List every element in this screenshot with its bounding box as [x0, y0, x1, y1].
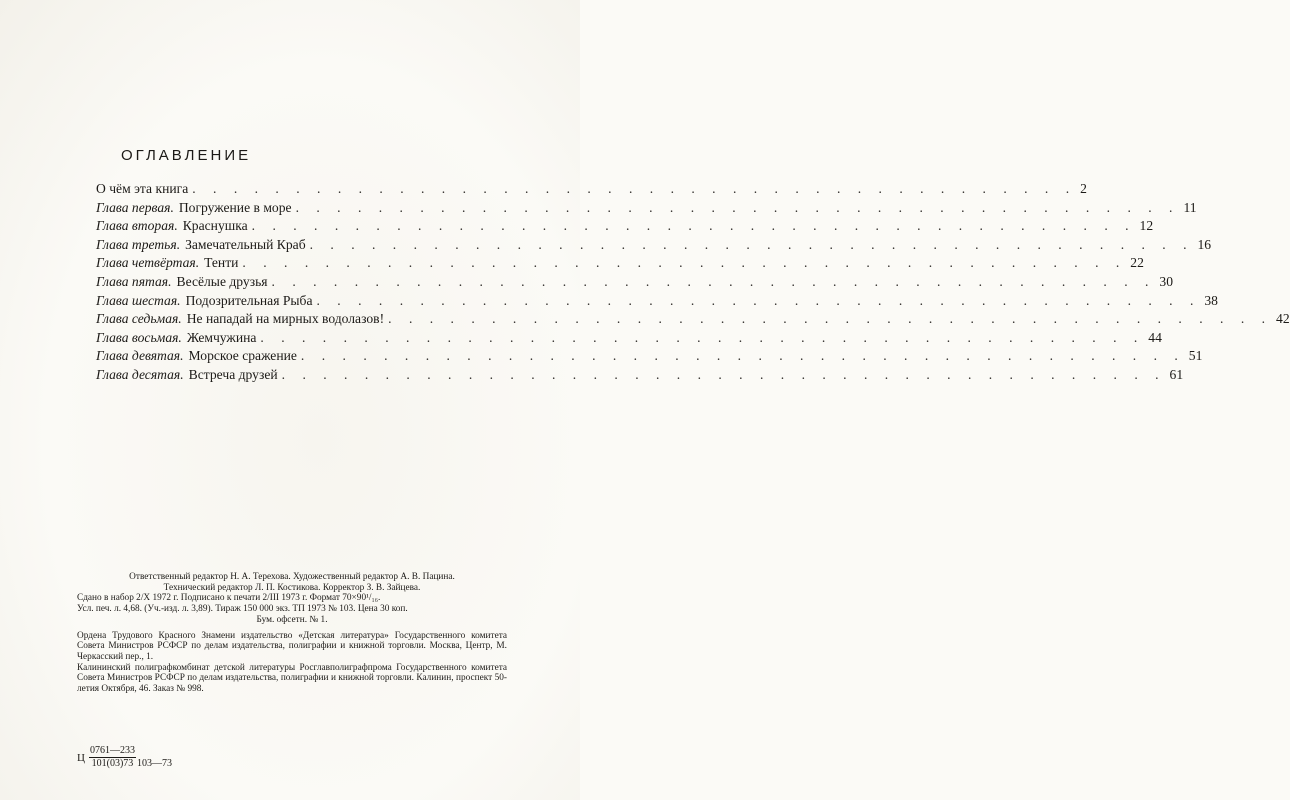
toc-dot-leader: . . . . . . . . . . . . . . . . . . . . . . . . . . . . . . . . . . . . . . . . . . .: [300, 348, 1185, 364]
toc-dot-leader: . . . . . . . . . . . . . . . . . . . . . . . . . . . . . . . . . . . . . . . . . . .: [316, 292, 1201, 308]
toc-entry-title: Краснушка: [182, 218, 248, 234]
imprint-print-1: Сдано в набор 2/X 1972 г. Подписано к печати 2/III 1973 г. Формат 70×90¹/₁₆.: [77, 593, 381, 604]
toc-entry: [96, 218, 1154, 237]
code-prefix: Ц: [77, 751, 85, 764]
toc-entry-title: Жемчужина: [186, 329, 257, 345]
toc-dot-leader: . . . . . . . . . . . . . . . . . . . . . . . . . . . . . . . . . . . . . . . . . . .: [295, 199, 1180, 215]
toc-entry: [96, 199, 1197, 219]
toc-entry-title: Не нападай на мирных водолазов!: [186, 311, 385, 327]
toc-entry: [96, 236, 1212, 256]
toc-chapter-label: Глава четвёртая.: [96, 255, 200, 271]
toc-chapter-label: Глава первая.: [96, 199, 174, 215]
toc-dot-leader: . . . . . . . . . . . . . . . . . . . . . . . . . . . . . . . . . . . . . . . . . . .: [192, 181, 1077, 196]
imprint-publisher: Ордена Трудового Красного Знамени издательство «Детская литература» Государственного комитета Совета Министров РСФСР по делам издательства, полиграфии и книжной торговли. Москва, Центр, М. Черкасский пер., 1.: [77, 630, 507, 662]
table-of-contents: [96, 181, 1290, 386]
toc-chapter-label: Глава девятая.: [96, 348, 184, 364]
toc-dot-leader: . . . . . . . . . . . . . . . . . . . . . . . . . . . . . . . . . . . . . . . . . . .: [251, 218, 1136, 234]
code-numerator: 0761—233: [89, 745, 135, 756]
toc-chapter-label: Глава вторая.: [96, 218, 178, 234]
toc-dot-leader: . . . . . . . . . . . . . . . . . . . . . . . . . . . . . . . . . . . . . . . . . . .: [281, 366, 1166, 382]
toc-chapter-label: Глава седьмая.: [96, 311, 182, 327]
toc-chapter-label: Глава шестая.: [96, 292, 181, 308]
toc-entry-title: О чём эта книга: [96, 181, 189, 196]
toc-chapter-label: Глава пятая.: [96, 273, 172, 289]
toc-entry-title: Весёлые друзья: [176, 273, 268, 289]
toc-page-number: 51: [1188, 348, 1203, 364]
toc-entry-title: Погружение в море: [178, 199, 292, 215]
toc-chapter-label: Глава десятая.: [96, 366, 184, 382]
toc-entry: [96, 273, 1173, 293]
toc-entry: [96, 329, 1162, 349]
toc-chapter-label: Глава восьмая.: [96, 329, 182, 345]
toc-page-number: 16: [1197, 236, 1212, 252]
toc-dot-leader: . . . . . . . . . . . . . . . . . . . . . . . . . . . . . . . . . . . . . . . . . . .: [271, 273, 1156, 289]
toc-entry: [96, 255, 1144, 274]
code-fraction: [89, 745, 136, 770]
toc-dot-leader: . . . . . . . . . . . . . . . . . . . . . . . . . . . . . . . . . . . . . . . . . . .: [309, 236, 1194, 252]
toc-entry-title: Тенти: [204, 255, 239, 271]
catalog-code: [77, 745, 172, 770]
imprint-print-2: Усл. печ. л. 4,68. (Уч.-изд. л. 3,89). Тираж 150 000 экз. ТП 1973 № 103. Цена 30 коп.: [77, 604, 408, 615]
toc-entry-title: Подозрительная Рыба: [185, 292, 313, 308]
toc-page-number: 11: [1183, 199, 1197, 215]
toc-page-number: 30: [1159, 273, 1173, 289]
toc-entry: [96, 311, 1290, 330]
toc-page-number: 61: [1169, 366, 1184, 382]
toc-page-number: 42: [1276, 311, 1290, 327]
toc-dot-leader: . . . . . . . . . . . . . . . . . . . . . . . . . . . . . . . . . . . . . . . . . . .: [388, 311, 1273, 327]
imprint-editors-1: Ответственный редактор Н. А. Терехова. Художественный редактор А. В. Пацина.: [129, 572, 455, 582]
toc-entry: [96, 366, 1184, 386]
toc-heading: ОГЛАВЛЕНИЕ: [121, 147, 252, 164]
toc-entry-title: Встреча друзей: [188, 366, 278, 382]
toc-entry-title: Морское сражение: [188, 348, 297, 364]
imprint-printer: Калининский полиграфкомбинат детской литературы Росглавполиграфпрома Государственного комитета Совета Министров РСФСР по делам издательства, полиграфии и книжной торговли. Калинин, проспект 50-летия Октября, 46. Заказ № 998.: [77, 662, 507, 695]
toc-entry-title: Замечательный Краб: [185, 236, 306, 252]
imprint-editors-2: Технический редактор Л. П. Костикова. Корректор З. В. Зайцева.: [163, 582, 421, 593]
code-denominator: 101(03)73: [91, 758, 134, 769]
toc-page-number: 38: [1204, 292, 1218, 308]
toc-page-number: 44: [1148, 329, 1162, 345]
imprint-block: [77, 572, 507, 695]
toc-entry: [96, 181, 1087, 200]
toc-dot-leader: . . . . . . . . . . . . . . . . . . . . . . . . . . . . . . . . . . . . . . . . . . .: [260, 329, 1145, 345]
toc-entry: [96, 292, 1218, 312]
toc-page-number: 2: [1080, 181, 1087, 196]
toc-chapter-label: Глава третья.: [96, 236, 181, 252]
toc-entry: [96, 348, 1203, 367]
imprint-print-3: Бум. офсетн. № 1.: [256, 614, 328, 625]
toc-page-number: 12: [1139, 218, 1154, 234]
toc-dot-leader: . . . . . . . . . . . . . . . . . . . . . . . . . . . . . . . . . . . . . . . . . . .: [242, 255, 1127, 271]
toc-page-number: 22: [1130, 255, 1144, 271]
code-suffix: 103—73: [136, 757, 172, 769]
